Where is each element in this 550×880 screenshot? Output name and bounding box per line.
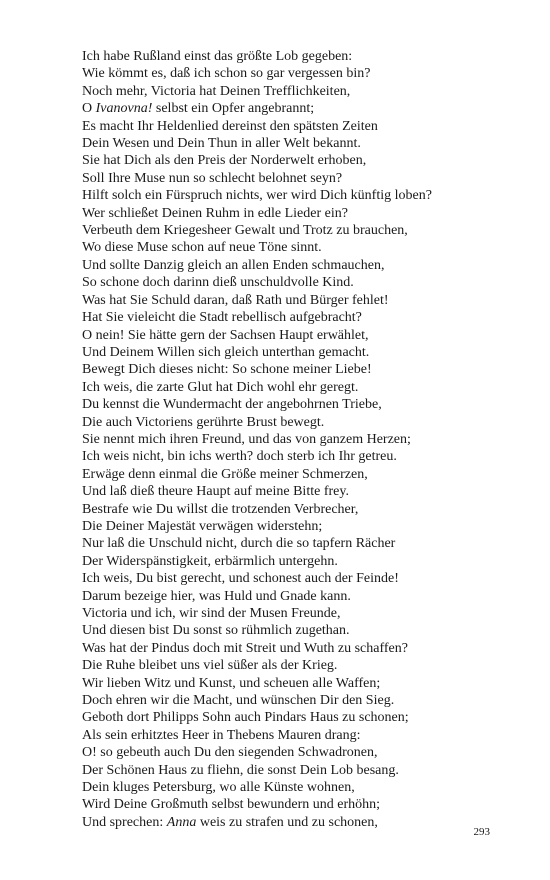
poem-line: Die Deiner Majestät verwägen widerstehn; [82, 518, 323, 534]
poem-line: Die Ruhe bleibet uns viel süßer als der Krieg. [82, 658, 338, 674]
poem-line: O! so gebeuth auch Du den siegenden Schwadronen, [82, 745, 378, 761]
poem-line: Sie nennt mich ihren Freund, und das von ganzem Herzen; [82, 431, 411, 447]
poem-line: O Ivanovna! selbst ein Opfer angebrannt; [82, 101, 315, 117]
poem-line: Und diesen bist Du sonst so rühmlich zugethan. [82, 623, 350, 639]
poem-line: Dein kluges Petersburg, wo alle Künste wohnen, [82, 780, 355, 796]
poem-line: Dein Wesen und Dein Thun in aller Welt bekannt. [82, 136, 361, 152]
poem-line: Verbeuth dem Kriegesheer Gewalt und Trotz zu brauchen, [82, 223, 408, 239]
poem-line: Wir lieben Witz und Kunst, und scheuen alle Waffen; [82, 675, 381, 691]
poem-line: Hat Sie vieleicht die Stadt rebellisch aufgebracht? [82, 310, 362, 326]
poem-line: O nein! Sie hätte gern der Sachsen Haupt erwählet, [82, 327, 369, 343]
poem-line: Darum bezeige hier, was Huld und Gnade kann. [82, 588, 351, 604]
poem-line: Erwäge denn einmal die Größe meiner Schmerzen, [82, 466, 368, 482]
poem-line: Ich weis, die zarte Glut hat Dich wohl ehr geregt. [82, 379, 359, 395]
poem-line: Victoria und ich, wir sind der Musen Freunde, [82, 606, 341, 621]
poem-line: Als sein erhitztes Heer in Thebens Mauren drang: [82, 727, 361, 743]
poem-line: Der Widerspänstigkeit, erbärmlich untergehn. [82, 553, 338, 569]
poem-line: Du kennst die Wundermacht der angebohrnen Triebe, [82, 397, 382, 413]
poem-line: Wird Deine Großmuth selbst bewundern und erhöhn; [82, 797, 381, 813]
poem-line: Nur laß die Unschuld nicht, durch die so tapfern Rächer [82, 536, 396, 552]
poem-line: Wie kömmt es, daß ich schon so gar vergessen bin? [82, 66, 371, 82]
italic-name: Ivanovna! [95, 101, 153, 117]
poem-line: Was hat Sie Schuld daran, daß Rath und Bürger fehlet! [82, 292, 389, 308]
poem-line: Ich habe Rußland einst das größte Lob gegeben: [82, 49, 353, 64]
poem-line: Und laß dieß theure Haupt auf meine Bitte frey. [82, 484, 349, 500]
poem-line: Was hat der Pindus doch mit Streit und Wuth zu schaffen? [82, 640, 408, 656]
poem-line: Wo diese Muse schon auf neue Töne sinnt. [82, 240, 322, 256]
poem-line: Bewegt Dich dieses nicht: So schone meiner Liebe! [82, 362, 372, 378]
poem-line: Wer schließet Deinen Ruhm in edle Lieder ein? [82, 205, 348, 221]
poem-line: Doch ehren wir die Macht, und wünschen Dir den Sieg. [82, 693, 395, 709]
poem-line: Die auch Victoriens gerührte Brust bewegt. [82, 414, 325, 430]
poem-line: Hilft solch ein Fürspruch nichts, wer wird Dich künftig loben? [82, 188, 432, 204]
poem-line: Soll Ihre Muse nun so schlecht belohnet seyn? [82, 170, 343, 186]
poem-line: Noch mehr, Victoria hat Deinen Trefflichkeiten, [82, 83, 351, 99]
poem-line: Sie hat Dich als den Preis der Norderwelt erhoben, [82, 153, 367, 169]
poem-line: Ich weis, Du bist gerecht, und schonest auch der Feinde! [82, 571, 399, 587]
poem-line: Und sollte Danzig gleich an allen Enden schmauchen, [82, 257, 385, 273]
poem-line: Bestrafe wie Du willst die trotzenden Verbrecher, [82, 501, 359, 517]
poem-text [82, 48, 522, 831]
poem-line: So schone doch darinn dieß unschuldvolle Kind. [82, 275, 354, 291]
poem-line: Geboth dort Philipps Sohn auch Pindars Haus zu schonen; [82, 710, 409, 726]
poem-line: Und sprechen: Anna weis zu strafen und zu schonen, [82, 814, 378, 830]
poem-line: Ich weis nicht, bin ichs werth? doch sterb ich Ihr getreu. [82, 449, 397, 465]
poem-line: Es macht Ihr Heldenlied dereinst den spätsten Zeiten [82, 118, 378, 134]
poem-line: Und Deinem Willen sich gleich unterthan gemacht. [82, 344, 370, 360]
page-number: 293 [473, 826, 490, 838]
italic-name: Anna [166, 814, 197, 830]
poem-line: Der Schönen Haus zu fliehn, die sonst Dein Lob besang. [82, 762, 399, 778]
